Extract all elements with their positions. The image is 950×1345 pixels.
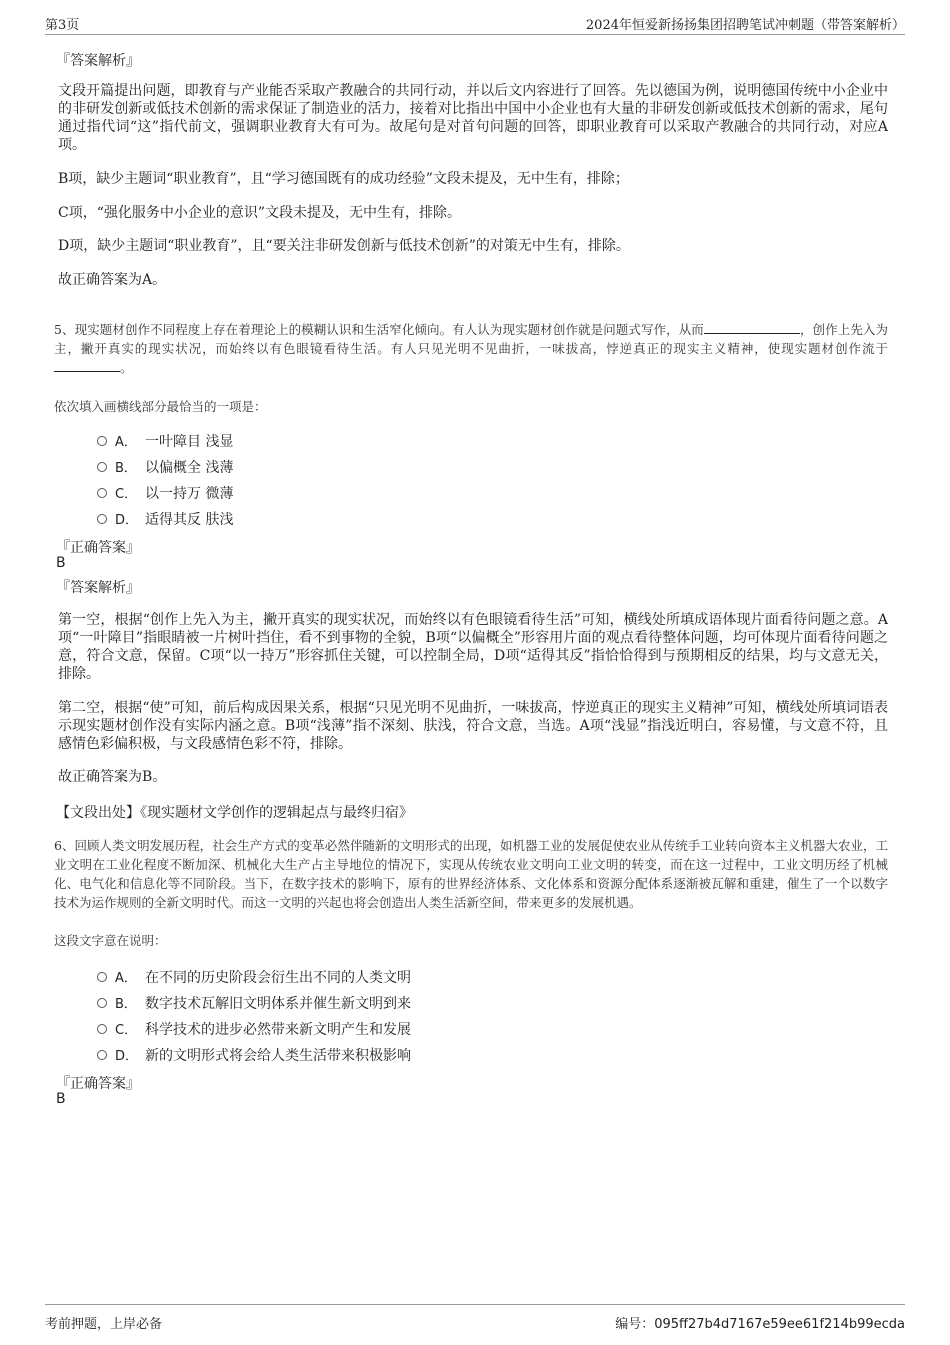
q6-option-c[interactable]: C． 科学技术的进步必然带来新文明产生和发展 <box>97 1019 411 1039</box>
footer-slogan: 考前押题，上岸必备 <box>45 1317 163 1332</box>
q5-conclusion: 故正确答案为B。 <box>58 769 167 785</box>
q5-option-a[interactable]: A． 一叶障目 浅显 <box>97 431 233 451</box>
q5-correct-label: 『正确答案』 <box>56 540 140 556</box>
q4-analysis-p2: B项，缺少主题词“职业教育”，且“学习德国既有的成功经验”文段未提及，无中生有，排除； <box>58 171 629 187</box>
q6-correct-label: 『正确答案』 <box>56 1076 140 1092</box>
radio-icon[interactable] <box>97 1050 107 1060</box>
q5-correct-answer: B <box>56 555 66 571</box>
q5-option-d[interactable]: D． 适得其反 肤浅 <box>97 509 233 529</box>
q5-analysis-p1: 第一空，根据“创作上先入为主，撇开真实的现实状况，而始终以有色眼镜看待生活”可知，横线处所填成语体现片面看待问题之意。A项“一叶障目”指眼睛被一片树叶挡住，看不到事物的全貌，B项“以偏概全”形容用片面的观点看待整体问题，均可体现片面看待问题之意，符合文意，保留。C项“以一持万”形容抓住关键，可以控制全局，D项“适得其反”指恰恰得到与预期相反的结果，均与文意无关，排除。 <box>58 612 888 682</box>
q6-prompt: 这段文字意在说明： <box>54 933 167 948</box>
radio-icon[interactable] <box>97 462 107 472</box>
q5-analysis-p2: 第二空，根据“使”可知，前后构成因果关系，根据“只见光明不见曲折，一味拔高，悖逆真正的现实主义精神”可知，横线处所填词语表示现实题材创作没有实际内涵之意。B项“浅薄”指不深刻、肤浅，符合文意，当选。A项“浅显”指浅近明白，容易懂，与文意不符，且感情色彩偏积极，与文段感情色彩不符，排除。 <box>58 700 888 752</box>
page-header <box>45 14 905 35</box>
q6-correct-answer: B <box>56 1091 66 1107</box>
fill-blank-1 <box>704 321 800 334</box>
q6-question-text: 6、回顾人类文明发展历程，社会生产方式的变革必然伴随新的文明形式的出现，如机器工业的发展促使农业从传统手工业转向资本主义机器大农业，工业文明在工业化程度不断加深、机械化大生产占主导地位的情况下，实现从传统农业文明向工业文明的转变，而在这一过程中，工业文明历经了机械化、电气化和信息化等不同阶段。当下，在数字技术的影响下，原有的世界经济体系、文化体系和资源分配体系逐渐被瓦解和重建，催生了一个以数字技术为运作规则的全新文明时代。而这一文明的兴起也将会创造出人类生活新空间，带来更多的发展机遇。 <box>54 838 888 910</box>
q5-question-text: 5、现实题材创作不同程度上存在着理论上的模糊认识和生活窄化倾向。有人认为现实题材创作就是问题式写作，从而 ，创作上先入为主，撇开真实的现实状况，而始终以有色眼镜看待生活。有人只见光明不见曲折，一味拔高，悖逆真正的现实主义精神，使现实题材创作流于。 <box>54 322 888 375</box>
q6-option-d[interactable]: D． 新的文明形式将会给人类生活带来积极影响 <box>97 1045 411 1065</box>
q4-conclusion: 故正确答案为A。 <box>58 272 167 288</box>
q5-analysis-label: 『答案解析』 <box>56 580 140 596</box>
radio-icon[interactable] <box>97 972 107 982</box>
radio-icon[interactable] <box>97 488 107 498</box>
document-title: 2024年恒爱新扬扬集团招聘笔试冲刺题（带答案解析） <box>585 18 905 33</box>
radio-icon[interactable] <box>97 1024 107 1034</box>
radio-icon[interactable] <box>97 998 107 1008</box>
radio-icon[interactable] <box>97 514 107 524</box>
page-number: 第3页 <box>45 18 80 33</box>
q4-analysis-p1: 文段开篇提出问题，即教育与产业能否采取产教融合的共同行动，并以后文内容进行了回答。先以德国为例，说明德国传统中小企业中的非研发创新或低技术创新的需求保证了制造业的活力，接着对比指出中国中小企业也有大量的非研发创新或低技术创新的需求，尾句通过指代词“这”指代前文，强调职业教育大有可为。故尾句是对首句问题的回答，即职业教育可以采取产教融合的共同行动，对应A项。 <box>58 83 888 153</box>
q4-analysis-p3: C项，“强化服务中小企业的意识”文段未提及，无中生有，排除。 <box>58 205 462 221</box>
q5-prompt: 依次填入画横线部分最恰当的一项是： <box>54 399 267 414</box>
fill-blank-2 <box>54 359 120 372</box>
q5-source: 【文段出处】《现实题材文学创作的逻辑起点与最终归宿》 <box>56 805 413 821</box>
document-code: 编号：095ff27b4d7167e59ee61f214b99ecda <box>615 1317 905 1332</box>
q5-option-b[interactable]: B． 以偏概全 浅薄 <box>97 457 233 477</box>
radio-icon[interactable] <box>97 436 107 446</box>
q6-option-a[interactable]: A． 在不同的历史阶段会衍生出不同的人类文明 <box>97 967 411 987</box>
q4-analysis-p4: D项，缺少主题词“职业教育”，且“要关注非研发创新与低技术创新”的对策无中生有，排除。 <box>58 238 630 254</box>
q6-option-b[interactable]: B． 数字技术瓦解旧文明体系并催生新文明到来 <box>97 993 411 1013</box>
page-footer <box>45 1304 905 1332</box>
q4-analysis-label: 『答案解析』 <box>56 53 140 69</box>
q5-option-c[interactable]: C． 以一持万 微薄 <box>97 483 233 503</box>
